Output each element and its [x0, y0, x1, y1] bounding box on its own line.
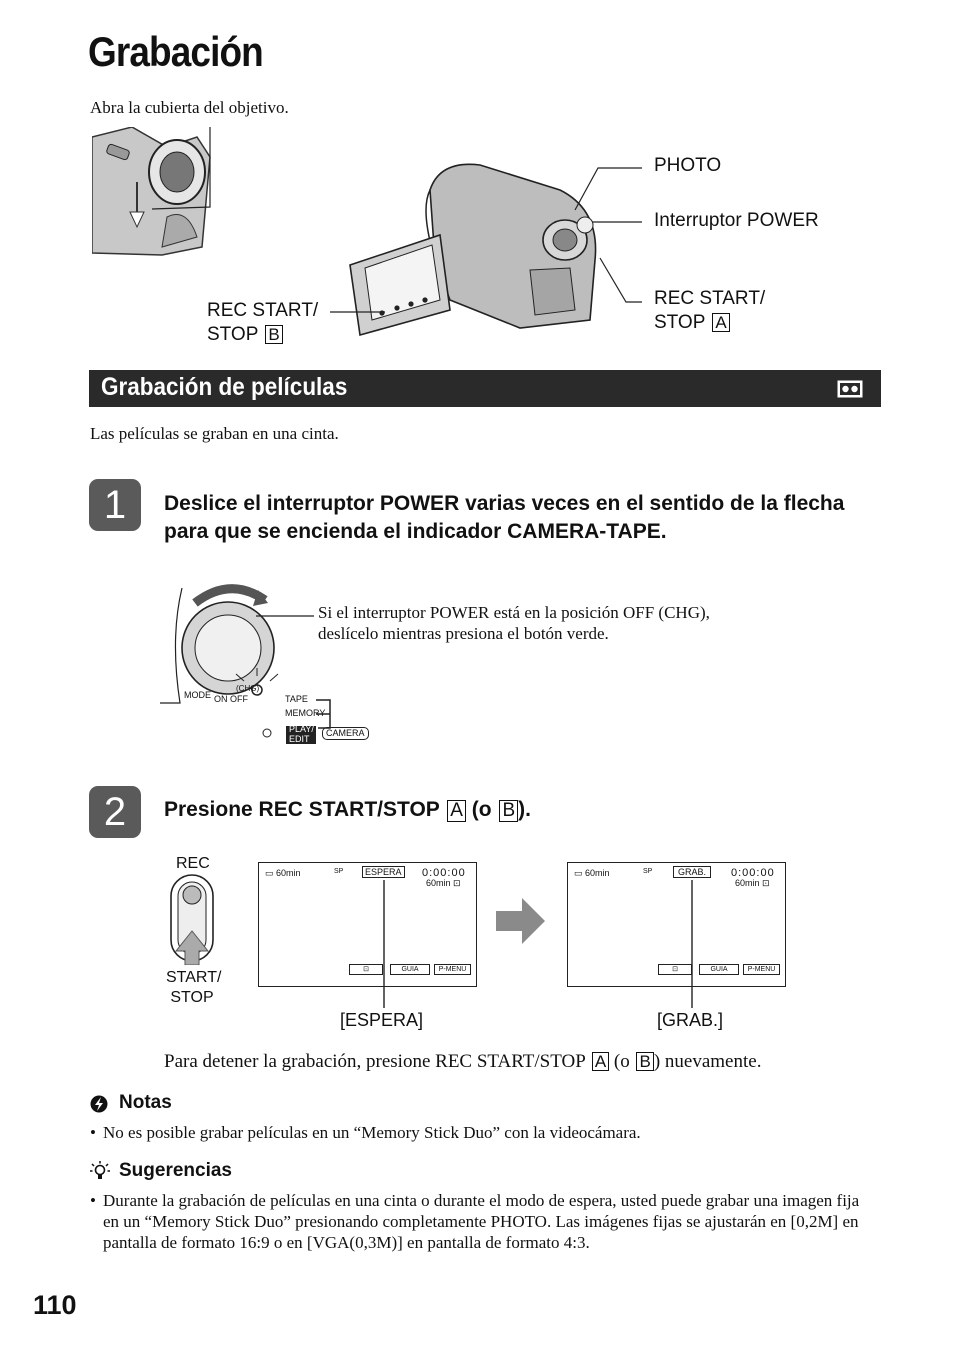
box-a: A [712, 313, 729, 332]
tips-header: Sugerencias [119, 1160, 232, 1181]
dial-chg-label: (CHG) [236, 684, 260, 693]
lens-cover-illustration [92, 127, 217, 257]
espera-leader-line [382, 880, 386, 1008]
tape-icon: ⊡ [762, 878, 770, 888]
stop-instruction [164, 1051, 761, 1073]
dial-mode-label: MODE [184, 690, 211, 700]
page-number: 110 [33, 1290, 77, 1320]
sp-indicator: SP [643, 868, 653, 875]
page-title: Grabación [88, 28, 263, 75]
dial-play-line2: EDIT [289, 734, 310, 744]
notes-icon [90, 1095, 108, 1113]
step-2-suffix: ). [518, 798, 531, 821]
guia-button[interactable]: GUIA [390, 964, 430, 975]
tape-icon: ⊡ [453, 878, 461, 888]
notes-bullet: • [90, 1123, 96, 1142]
dial-play-line1: PLAY/ [289, 724, 314, 734]
lightbulb-icon [89, 1160, 111, 1182]
power-switch-label: Interruptor POWER [654, 210, 819, 231]
dial-on-label: ON [214, 694, 228, 704]
remaining-tape [735, 878, 770, 889]
intro-text: Abra la cubierta del objetivo. [90, 98, 289, 117]
p-menu-button[interactable]: P-MENU [434, 964, 471, 975]
rec-start-stop-b-label [207, 299, 318, 347]
section-title: Grabación de películas [101, 373, 348, 401]
tape-control-icon: ⊡ [658, 964, 692, 975]
dial-tape-label: TAPE [285, 694, 308, 704]
battery-indicator [265, 868, 301, 879]
tips-item: Durante la grabación de películas en una cinta o durante el modo de espera, usted puede grabar una imagen fija en un “Memory Stick Duo” presionando completamente PHOTO. Las imágenes fijas se ajustarán en [0,2M] en pantalla de formato 16:9 o en [VGA(0,3M)] en pantalla de formato 4:3. [103, 1191, 860, 1252]
remaining-text: 60min [426, 878, 451, 888]
rec-left-line1: REC START/ [207, 300, 319, 321]
step-1-number: 1 [89, 479, 141, 531]
notes-header: Notas [119, 1092, 172, 1113]
notes-item: No es posible grabar películas en un “Memory Stick Duo” con la videocámara. [103, 1123, 641, 1142]
timecode: 0:00:00 [422, 867, 466, 879]
step-2-number: 2 [89, 786, 141, 838]
rec-start-stop-button [168, 873, 218, 965]
stop-box-a: A [592, 1052, 609, 1071]
espera-caption: [ESPERA] [340, 1010, 424, 1030]
battery-icon: ▭ [265, 868, 274, 878]
guia-button[interactable]: GUIA [699, 964, 739, 975]
dial-off-label: OFF [230, 694, 248, 704]
recording-status: GRAB. [673, 866, 711, 878]
timecode: 0:00:00 [731, 867, 775, 879]
stop-box-b: B [636, 1052, 653, 1071]
tips-bullet: • [90, 1191, 96, 1210]
rec-right-line1: REC START/ [654, 288, 766, 309]
camera-leader-lines [330, 160, 650, 330]
rec-bottom-line2: STOP [170, 989, 214, 1006]
step-2-mid: (o [471, 798, 492, 821]
stop-prefix: Para detener la grabación, presione REC START/STOP [164, 1051, 586, 1072]
battery-text: 60min [276, 868, 301, 878]
rec-button-top-label: REC [176, 855, 210, 872]
p-menu-button[interactable]: P-MENU [743, 964, 780, 975]
section-intro: Las películas se graban en una cinta. [90, 424, 339, 443]
sp-indicator: SP [334, 868, 344, 875]
note-leader-line [256, 614, 316, 618]
step-2-instruction [164, 796, 531, 824]
rec-left-line2: STOP [207, 324, 259, 345]
rec-button-bottom-label [166, 968, 222, 1008]
step-2-prefix: Presione REC START/STOP [164, 798, 440, 821]
tape-control-icon: ⊡ [349, 964, 383, 975]
battery-text: 60min [585, 868, 610, 878]
step-1-note: Si el interruptor POWER está en la posición OFF (CHG), deslícelo mientras presiona el botón verde. [318, 603, 710, 643]
lcd-screen-recording [567, 862, 786, 987]
remaining-text: 60min [735, 878, 760, 888]
photo-label: PHOTO [654, 155, 722, 176]
dial-memory-label: MEMORY [285, 708, 326, 718]
rec-bottom-line1: START/ [166, 969, 222, 986]
box-b: B [265, 325, 282, 344]
stop-mid: (o [613, 1051, 630, 1072]
step-2-box-a: A [447, 800, 466, 822]
dial-camera-label: CAMERA [322, 727, 369, 740]
standby-status: ESPERA [362, 866, 405, 878]
lcd-screen-standby [258, 862, 477, 987]
dial-play-edit-label [289, 724, 314, 744]
grab-caption: [GRAB.] [657, 1010, 724, 1030]
step-2-box-b: B [499, 800, 518, 822]
stop-suffix: ) nuevamente. [653, 1051, 762, 1072]
arrow-right-icon [496, 898, 546, 944]
step-1-instruction: Deslice el interruptor POWER varias veces en el sentido de la flecha para que se encienda el indicador CAMERA-TAPE. [164, 492, 845, 543]
rec-right-line2: STOP [654, 312, 706, 333]
grab-leader-line [690, 880, 694, 1008]
battery-icon: ▭ [574, 868, 583, 878]
remaining-tape [426, 878, 461, 889]
rec-start-stop-a-label [654, 287, 765, 335]
battery-indicator [574, 868, 610, 879]
tape-icon [837, 380, 863, 398]
